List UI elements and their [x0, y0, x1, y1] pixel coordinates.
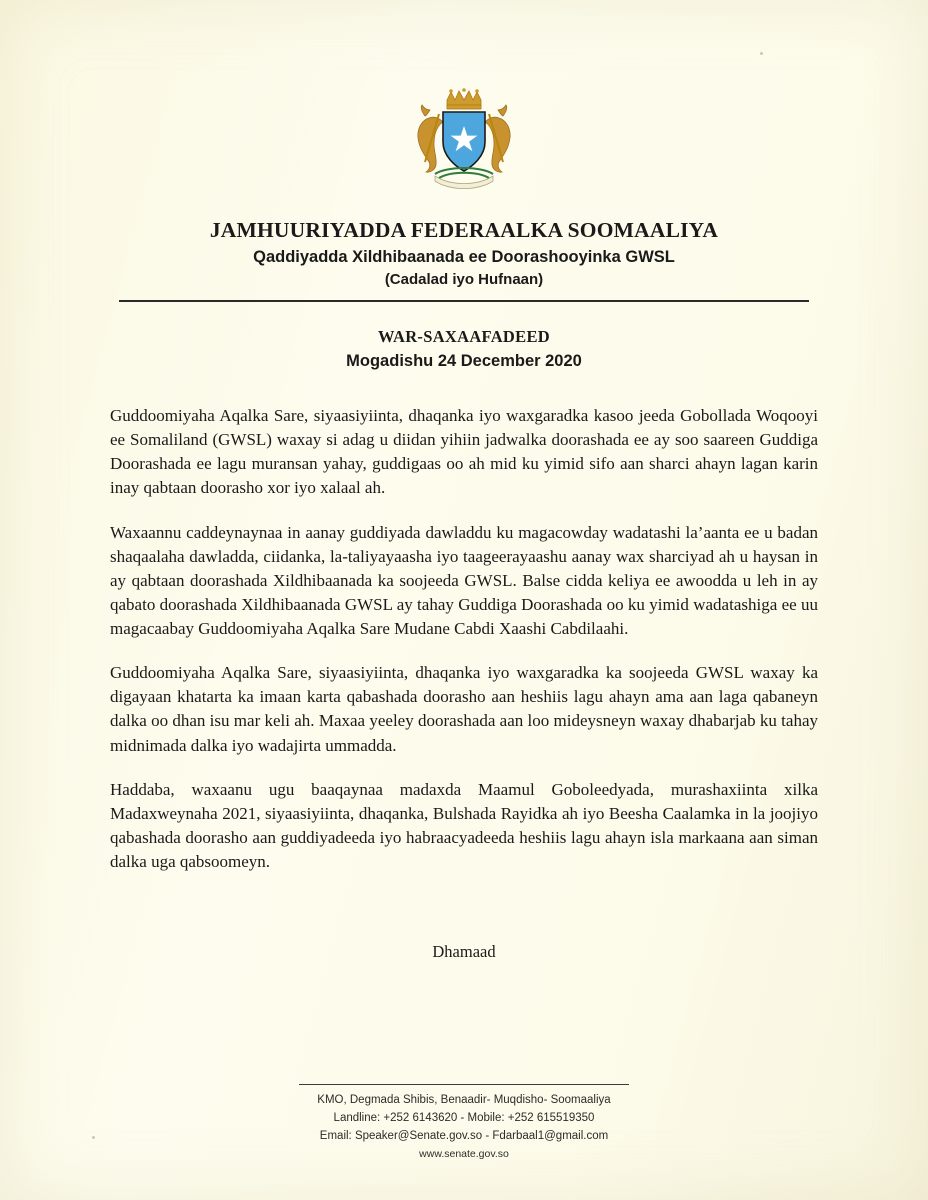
paragraph-1: Guddoomiyaha Aqalka Sare, siyaasiyiinta, dhaqanka iyo waxgaradka kasoo jeeda Gobollada Woqooyi ee Somaliland (GWSL) waxay si adag u diidan yihiin jadwalka doorashada ee ay soo saareen Guddiga Doorashada ee lagu muransan yahay, guddigaas oo ah mid ku yimid sifo aan sharci ahayn lagan karin inay qabtaan doorasho xor iyo xalaal ah.	[110, 406, 818, 498]
footer-divider	[299, 1084, 629, 1086]
coat-of-arms-emblem	[395, 86, 533, 196]
coat-of-arms-icon	[395, 86, 533, 196]
paragraph-4: Haddaba, waxaanu ugu baaqaynaa madaxda Maamul Goboleedyada, murashaxiinta xilka Madaxweynaha 2021, siyaasiyiinta, dhaqanka, Bulshada Rayidka ah iyo Beesha Caalamka in la joojiyo qabashada doorasho aan guddiyadeeda iyo habraacyadeeda heshiis lagu ahayn isla markaana aan siman dalka uga qabsoomeyn.	[110, 779, 818, 871]
document-type-heading: WAR-SAXAAFADEED	[378, 327, 550, 346]
emblem-container	[110, 0, 818, 196]
paper-speck	[760, 52, 763, 55]
document-body	[110, 404, 818, 874]
document-footer	[0, 1084, 928, 1162]
footer-phones: Landline: +252 6143620 - Mobile: +252 615519350	[333, 1112, 595, 1125]
paragraph-2: Waxaannu caddeynaynaa in aanay guddiyada dawladdu ku magacowday wadatashi la’aanta ee u badan shaqaalaha dawladda, ciidanka, la-taliyayaasha iyo taageerayaashu aanay wax sharciyad ah u haysan in ay qabtaan doorashada Xildhibaanada ka soojeeda GWSL. Balse cidda keliya ee awoodda u leh in ay qabato doorashada Xildhibaanada GWSL ay tahay Guddiga Doorashada oo ku yimid wadatashiga ee uu magacaabay Guddoomiyaha Aqalka Sare Mudane Cabdi Xaashi Cabdilaahi.	[110, 522, 818, 638]
paper-speck	[92, 1136, 95, 1139]
header-divider	[119, 300, 809, 302]
footer-website: www.senate.gov.so	[419, 1147, 509, 1160]
organization-subtitle-secondary: (Cadalad iyo Hufnaan)	[384, 271, 544, 288]
paragraph-3: Guddoomiyaha Aqalka Sare, siyaasiyiinta, dhaqanka iyo waxgaradka ka soojeeda GWSL waxay ka digayaan khatarta ka imaan karta qabashada doorasho aan heshiis lagu ahayn ama aan laga qabaneyn dalka oo dhan isu mar keli ah. Maxaa yeeley doorashada aan loo mideysneyn waxay dhabarjab ku tahay midnimada dalka iyo wadajirta ummadda.	[110, 663, 818, 755]
organization-title: JAMHUURIYADDA FEDERAALKA SOOMAALIYA	[209, 218, 719, 242]
organization-subtitle: Qaddiyadda Xildhibaanada ee Doorashooyinka GWSL	[253, 248, 675, 266]
footer-email: Email: Speaker@Senate.gov.so - Fdarbaal1@gmail.com	[319, 1129, 609, 1142]
document-date: Mogadishu 24 December 2020	[346, 352, 582, 370]
footer-address: KMO, Degmada Shibis, Benaadir- Muqdisho- Soomaaliya	[317, 1094, 611, 1107]
closing-word: Dhamaad	[432, 942, 496, 962]
